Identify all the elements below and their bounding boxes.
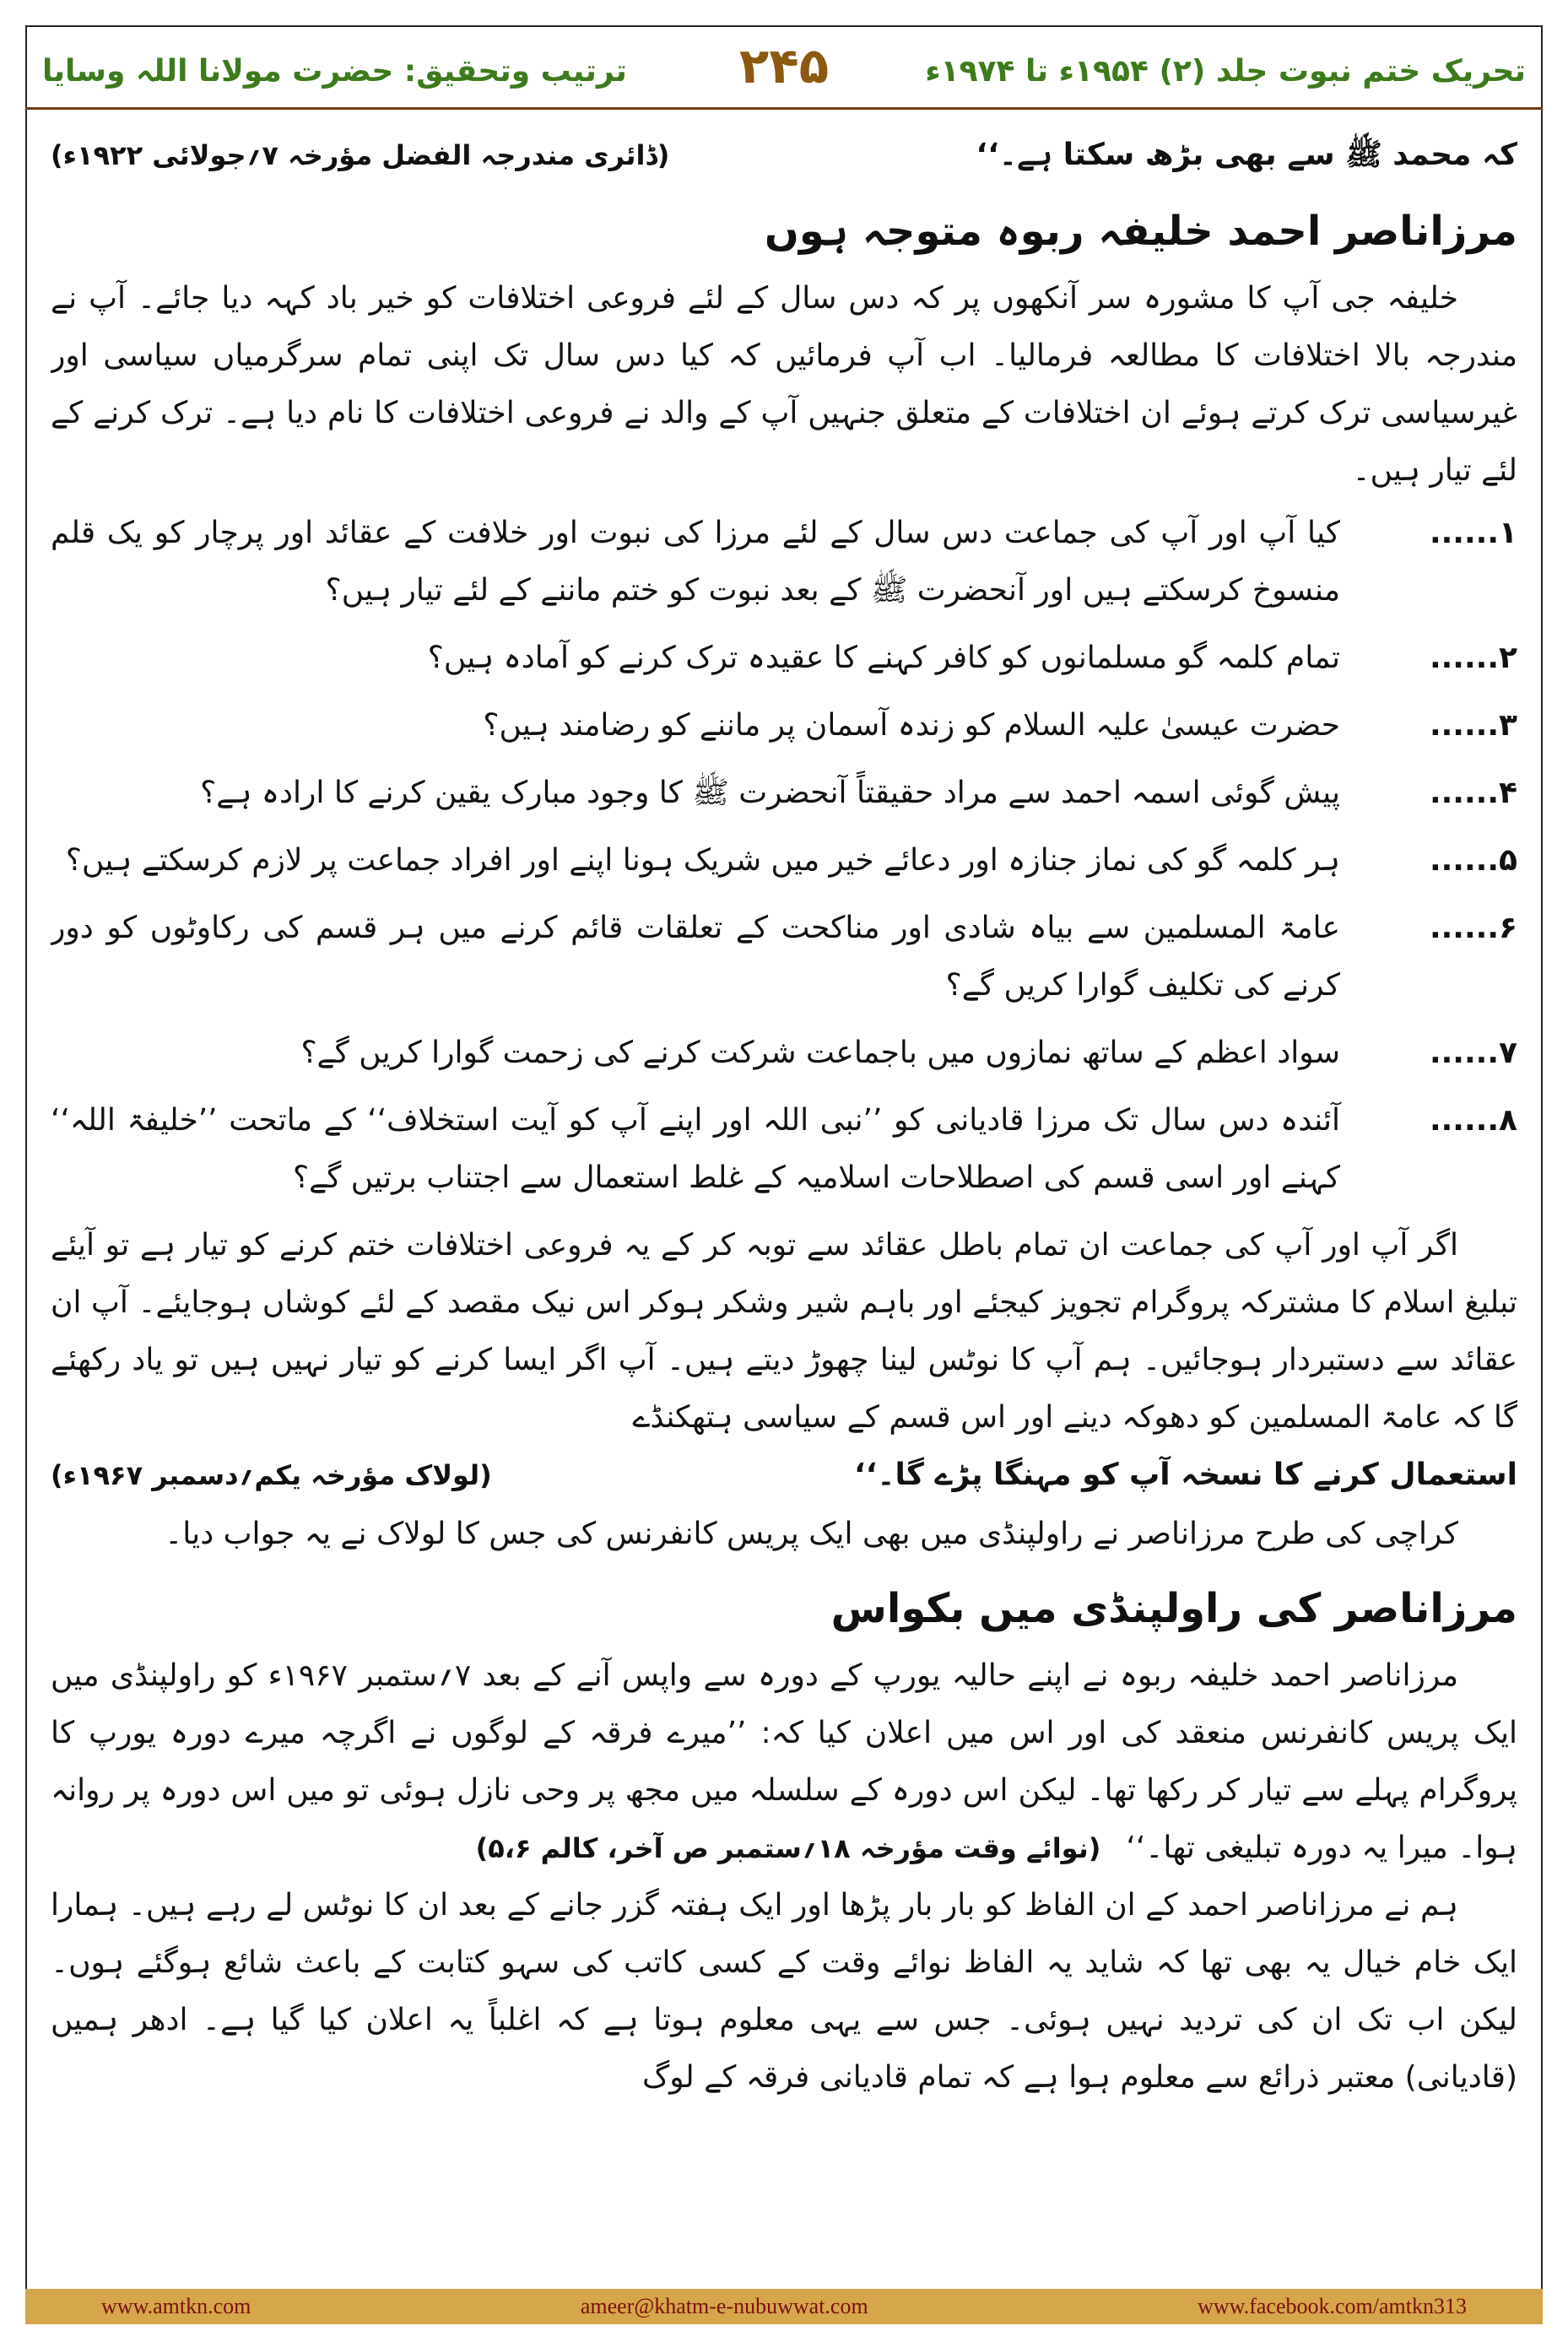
question-number: ۱......: [1429, 516, 1517, 550]
running-header: [25, 25, 1543, 110]
footer-email-link[interactable]: ameer@khatm-e-nubuwwat.com: [580, 2294, 868, 2318]
question-number: ۵......: [1429, 843, 1517, 878]
question-item: [51, 505, 1517, 619]
page-number: ۲۴۵: [738, 37, 830, 95]
section2-paragraph-1: [51, 1647, 1517, 1877]
question-number: ۸......: [1429, 1103, 1517, 1138]
question-text: پیش گوئی اسمہ احمد سے مراد حقیقتاً آنحضرت ﷺ کا وجود مبارک یقین کرنے کا ارادہ ہے؟: [200, 776, 1340, 810]
intro-line: [51, 127, 1517, 186]
page-body: [51, 127, 1517, 2241]
book-title: تحریک ختم نبوت جلد (۲) ۱۹۵۴ء تا ۱۹۷۴ء: [925, 54, 1526, 89]
question-number: ۷......: [1429, 1036, 1517, 1070]
question-item: [51, 765, 1517, 822]
section-heading-1: مرزاناصر احمد خلیفہ ربوہ متوجہ ہوں: [764, 208, 1517, 255]
footer-band: [25, 2289, 1543, 2324]
intro-citation: (ڈائری مندرجہ الفضل مؤرخہ ۷؍جولائی ۱۹۲۲ء): [51, 139, 670, 171]
question-text: آئندہ دس سال تک مرزا قادیانی کو ’’نبی اللہ اور اپنے آپ کو آیت استخلاف‘‘ کے ماتحت ’’خلیفۃ اللہ‘‘ کہنے اور اسی قسم کی اصطلاحات اسلامیہ کے غلط استعمال سے اجتناب برتیں گے؟: [51, 1103, 1340, 1195]
section-heading-2: مرزاناصر کی راولپنڈی میں بکواس: [830, 1585, 1517, 1632]
question-item: [51, 832, 1517, 890]
question-text: کیا آپ اور آپ کی جماعت دس سال کے لئے مرزا کی نبوت اور خلافت کے عقائد اور پرچار کو یک قلم منسوخ کرسکتے ہیں اور آنحضرت ﷺ کے بعد نبوت کو ختم ماننے کے لئے تیار ہیں؟: [51, 516, 1340, 608]
question-number: ۶......: [1429, 911, 1517, 945]
question-text: تمام کلمہ گو مسلمانوں کو کافر کہنے کا عقیدہ ترک کرنے کو آمادہ ہیں؟: [427, 641, 1340, 675]
footer-facebook-link[interactable]: www.facebook.com/amtkn313: [1198, 2294, 1467, 2318]
question-item: [51, 1025, 1517, 1082]
closing-end: استعمال کرنے کا نسخہ آپ کو مہنگا پڑے گا۔‘‘: [854, 1458, 1517, 1492]
section2-paragraph-2: ہم نے مرزاناصر احمد کے ان الفاظ کو بار بار پڑھا اور ایک ہفتہ گزر جانے کے بعد ان کا نوٹس لے رہے ہیں۔ ہمارا ایک خام خیال یہ بھی تھا کہ شاید یہ الفاظ نوائے وقت کے کسی کاتب کی سہو کتابت کے باعث شائع ہوگئے ہوں۔ لیکن اب تک ان کی تردید نہیں ہوئی۔ جس سے یہی معلوم ہوتا ہے کہ اغلباً یہ اعلان کیا گیا ہے۔ ادھر ہمیں (قادیانی) معتبر ذرائع سے معلوم ہوا ہے کہ تمام قادیانی فرقہ کے لوگ: [51, 1888, 1517, 2095]
closing-citation: (لولاک مؤرخہ یکم؍دسمبر ۱۹۶۷ء): [51, 1459, 492, 1491]
section2-citation: (نوائے وقت مؤرخہ ۱۸؍ستمبر ص آخر، کالم ۵،۶): [475, 1832, 1101, 1864]
question-number: ۴......: [1429, 776, 1517, 810]
question-number: ۲......: [1429, 641, 1517, 675]
question-text: ہر کلمہ گو کی نماز جنازہ اور دعائے خیر میں شریک ہونا اپنے اور افراد جماعت پر لازم کرسکتے ہیں؟: [65, 843, 1340, 878]
question-number: ۳......: [1429, 708, 1517, 743]
question-item: [51, 697, 1517, 755]
section2-paragraph-1-text: مرزاناصر احمد خلیفہ ربوہ نے اپنے حالیہ یورپ کے دورہ سے واپس آنے کے بعد ۷؍ستمبر ۱۹۶۷ء کو راولپنڈی میں ایک پریس کانفرنس منعقد کی اور اس میں اعلان کیا کہ: ’’میرے فرقہ کے لوگوں نے اگرچہ میرے دورہ یورپ کا پروگرام پہلے سے تیار کر رکھا تھا۔ لیکن اس دورہ کے سلسلہ میں مجھ پر وحی نازل ہوئی تو میں اس دورہ پر روانہ ہوا۔ میرا یہ دورہ تبلیغی تھا۔‘‘: [51, 1658, 1517, 1865]
section1-paragraph: خلیفہ جی آپ کا مشورہ سر آنکھوں پر کہ دس سال کے لئے فروعی اختلافات کو خیر باد کہہ دیا جائے۔ آپ نے مندرجہ بالا اختلافات کا مطالعہ فرمالیا۔ اب آپ فرمائیں کہ کیا دس سال تک اپنی تمام سرگرمیاں سیاسی اور غیرسیاسی ترک کرتے ہوئے ان اختلافات کے متعلق جنہیں آپ کے والد نے فروعی اختلافات کا نام دیا ہے۔ ترک کرنے کے لئے تیار ہیں۔: [51, 281, 1517, 488]
closing-citation-row: [51, 1447, 1517, 1506]
question-item: [51, 630, 1517, 687]
transition-paragraph: کراچی کی طرح مرزاناصر نے راولپنڈی میں بھی ایک پریس کانفرنس کی جس کا لولاک نے یہ جواب دیا۔: [165, 1517, 1458, 1551]
question-text: عامۃ المسلمین سے بیاہ شادی اور مناکحت کے تعلقات قائم کرنے میں ہر قسم کی رکاوٹوں کو دور کرنے کی تکلیف گوارا کریں گے؟: [51, 911, 1340, 1003]
footer-website-link[interactable]: www.amtkn.com: [101, 2294, 251, 2318]
question-item: [51, 1092, 1517, 1207]
question-text: حضرت عیسیٰ علیہ السلام کو زندہ آسمان پر ماننے کو رضامند ہیں؟: [483, 708, 1340, 743]
question-text: سواد اعظم کے ساتھ نمازوں میں باجماعت شرکت کرنے کی زحمت گوارا کریں گے؟: [300, 1036, 1340, 1070]
compiler-credit: ترتیب وتحقیق: حضرت مولانا اللہ وسایا: [42, 54, 627, 89]
question-item: [51, 900, 1517, 1014]
closing-paragraph: اگر آپ اور آپ کی جماعت ان تمام باطل عقائد سے توبہ کر کے یہ فروعی اختلافات ختم کرنے کو تیار ہے تو آیئے تبلیغ اسلام کا مشترکہ پروگرام تجویز کیجئے اور باہم شیر وشکر ہوکر اس نیک مقصد کے لئے کوشاں ہوجایئے۔ آپ ان عقائد سے دستبردار ہوجائیں۔ ہم آپ کا نوٹس لینا چھوڑ دیتے ہیں۔ آپ اگر ایسا کرنے کو تیار نہیں ہیں تو یاد رکھئے گا کہ عامۃ المسلمین کو دھوکہ دینے اور اس قسم کے سیاسی ہتھکنڈے: [51, 1228, 1517, 1435]
intro-quote-end: کہ محمد ﷺ سے بھی بڑھ سکتا ہے۔‘‘: [976, 138, 1517, 172]
question-list: [51, 505, 1517, 1207]
